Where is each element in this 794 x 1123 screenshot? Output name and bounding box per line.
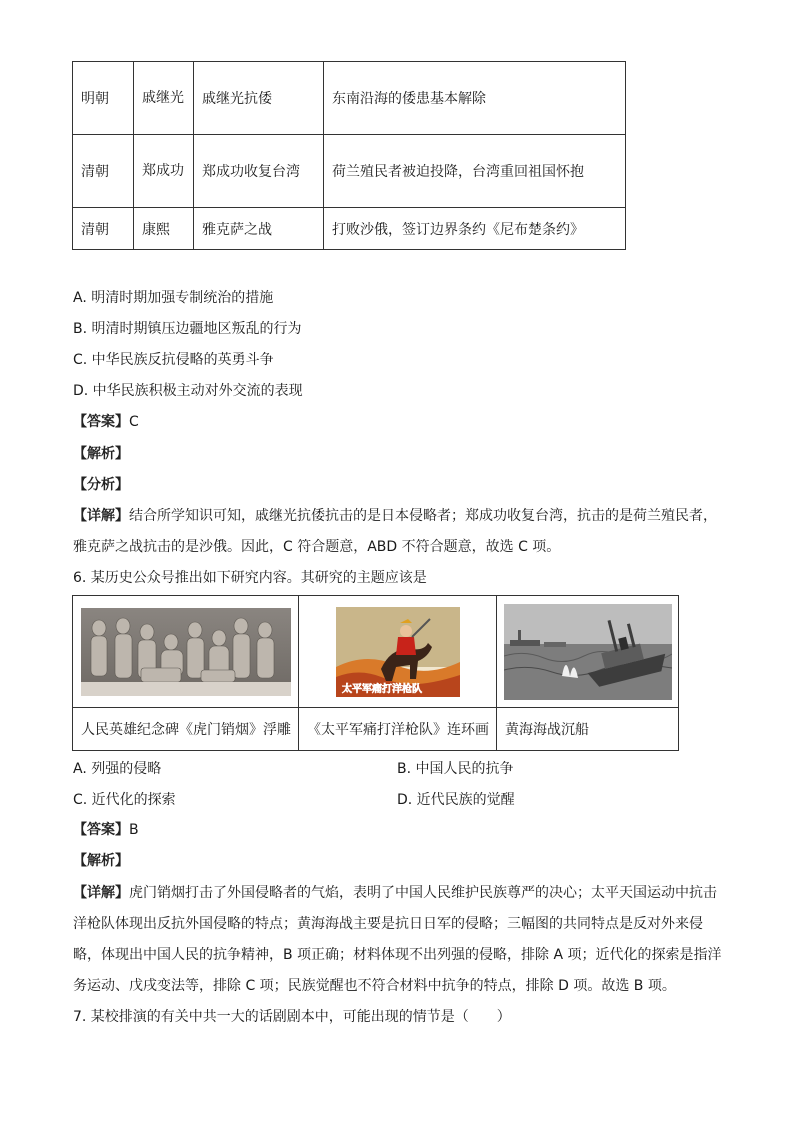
answer-label: 【答案】 <box>73 822 129 838</box>
sinking-ship-image <box>504 604 672 700</box>
detail-text: 结合所学知识可知，戚继光抗倭抗击的是日本侵略者；郑成功收复台湾，抗击的是荷兰殖民者， <box>129 508 717 524</box>
table-cell-result: 东南沿海的倭患基本解除 <box>324 62 626 135</box>
history-table <box>72 61 626 250</box>
table-cell-event: 戚继光抗倭 <box>194 62 324 135</box>
image-cell <box>73 596 299 708</box>
option-c: C. 近代化的探索 <box>73 792 176 808</box>
question-7-stem: 7. 某校排演的有关中共一大的话剧剧本中，可能出现的情节是（ ） <box>73 1009 511 1025</box>
question-6-stem: 6. 某历史公众号推出如下研究内容。其研究的主题应该是 <box>73 570 427 586</box>
caption-cell: 人民英雄纪念碑《虎门销烟》浮雕 <box>73 708 299 751</box>
detail-label: 【详解】 <box>73 508 129 524</box>
table-cell-person: 郑成功 <box>134 135 194 208</box>
detail-label: 【详解】 <box>73 885 129 901</box>
table-row <box>73 62 626 135</box>
detail-text: 虎门销烟打击了外国侵略者的气焰，表明了中国人民维护民族尊严的决心；太平天国运动中抗击 <box>129 885 717 901</box>
answer-line <box>73 820 139 840</box>
option-a: A. 列强的侵略 <box>73 761 162 777</box>
option-b: B. 中国人民的抗争 <box>397 761 514 777</box>
image-table <box>72 595 679 751</box>
table-row <box>73 208 626 250</box>
detail-line: 洋枪队体现出反抗外国侵略的特点；黄海海战主要是抗日日军的侵略；三幅图的共同特点是反对外来侵 <box>73 916 703 932</box>
option-d: D. 近代民族的觉醒 <box>397 792 515 808</box>
table-cell-event: 雅克萨之战 <box>194 208 324 250</box>
detail-line: 雅克萨之战抗击的是沙俄。因此，C 符合题意，ABD 不符合题意，故选 C 项。 <box>73 539 561 555</box>
table-cell-person: 康熙 <box>134 208 194 250</box>
detail-line: 务运动、戊戌变法等，排除 C 项；民族觉醒也不符合材料中抗争的特点，排除 D 项。故选 B 项。 <box>73 978 676 994</box>
option-c: C. 中华民族反抗侵略的英勇斗争 <box>73 352 274 368</box>
table-cell-dynasty: 清朝 <box>73 135 134 208</box>
table-row <box>73 135 626 208</box>
option-a: A. 明清时期加强专制统治的措施 <box>73 290 274 306</box>
comic-cover-image <box>336 607 460 697</box>
image-cell <box>497 596 679 708</box>
table-cell-dynasty: 清朝 <box>73 208 134 250</box>
caption-cell: 黄海海战沉船 <box>497 708 679 751</box>
table-cell-result: 荷兰殖民者被迫投降，台湾重回祖国怀抱 <box>324 135 626 208</box>
option-d: D. 中华民族积极主动对外交流的表现 <box>73 383 303 399</box>
fenxi-label: 【分析】 <box>73 477 129 493</box>
table-cell-event: 郑成功收复台湾 <box>194 135 324 208</box>
caption-cell: 《太平军痛打洋枪队》连环画 <box>299 708 497 751</box>
image-cell <box>299 596 497 708</box>
answer-value: C <box>129 414 139 430</box>
table-row <box>73 596 679 708</box>
answer-line <box>73 412 139 432</box>
table-row <box>73 708 679 751</box>
detail-line <box>73 883 717 903</box>
analysis-label: 【解析】 <box>73 853 129 869</box>
relief-image <box>81 608 291 696</box>
detail-line <box>73 506 717 526</box>
answer-label: 【答案】 <box>73 414 129 430</box>
table-cell-result: 打败沙俄，签订边界条约《尼布楚条约》 <box>324 208 626 250</box>
table-cell-dynasty: 明朝 <box>73 62 134 135</box>
option-b: B. 明清时期镇压边疆地区叛乱的行为 <box>73 321 302 337</box>
table-cell-person: 戚继光 <box>134 62 194 135</box>
comic-title-text: 太平军痛打洋枪队 <box>341 683 422 695</box>
answer-value: B <box>129 822 139 838</box>
detail-line: 略，体现出中国人民的抗争精神，B 项正确；材料体现不出列强的侵略，排除 A 项；近代化的探索是指洋 <box>73 947 722 963</box>
analysis-label: 【解析】 <box>73 446 129 462</box>
